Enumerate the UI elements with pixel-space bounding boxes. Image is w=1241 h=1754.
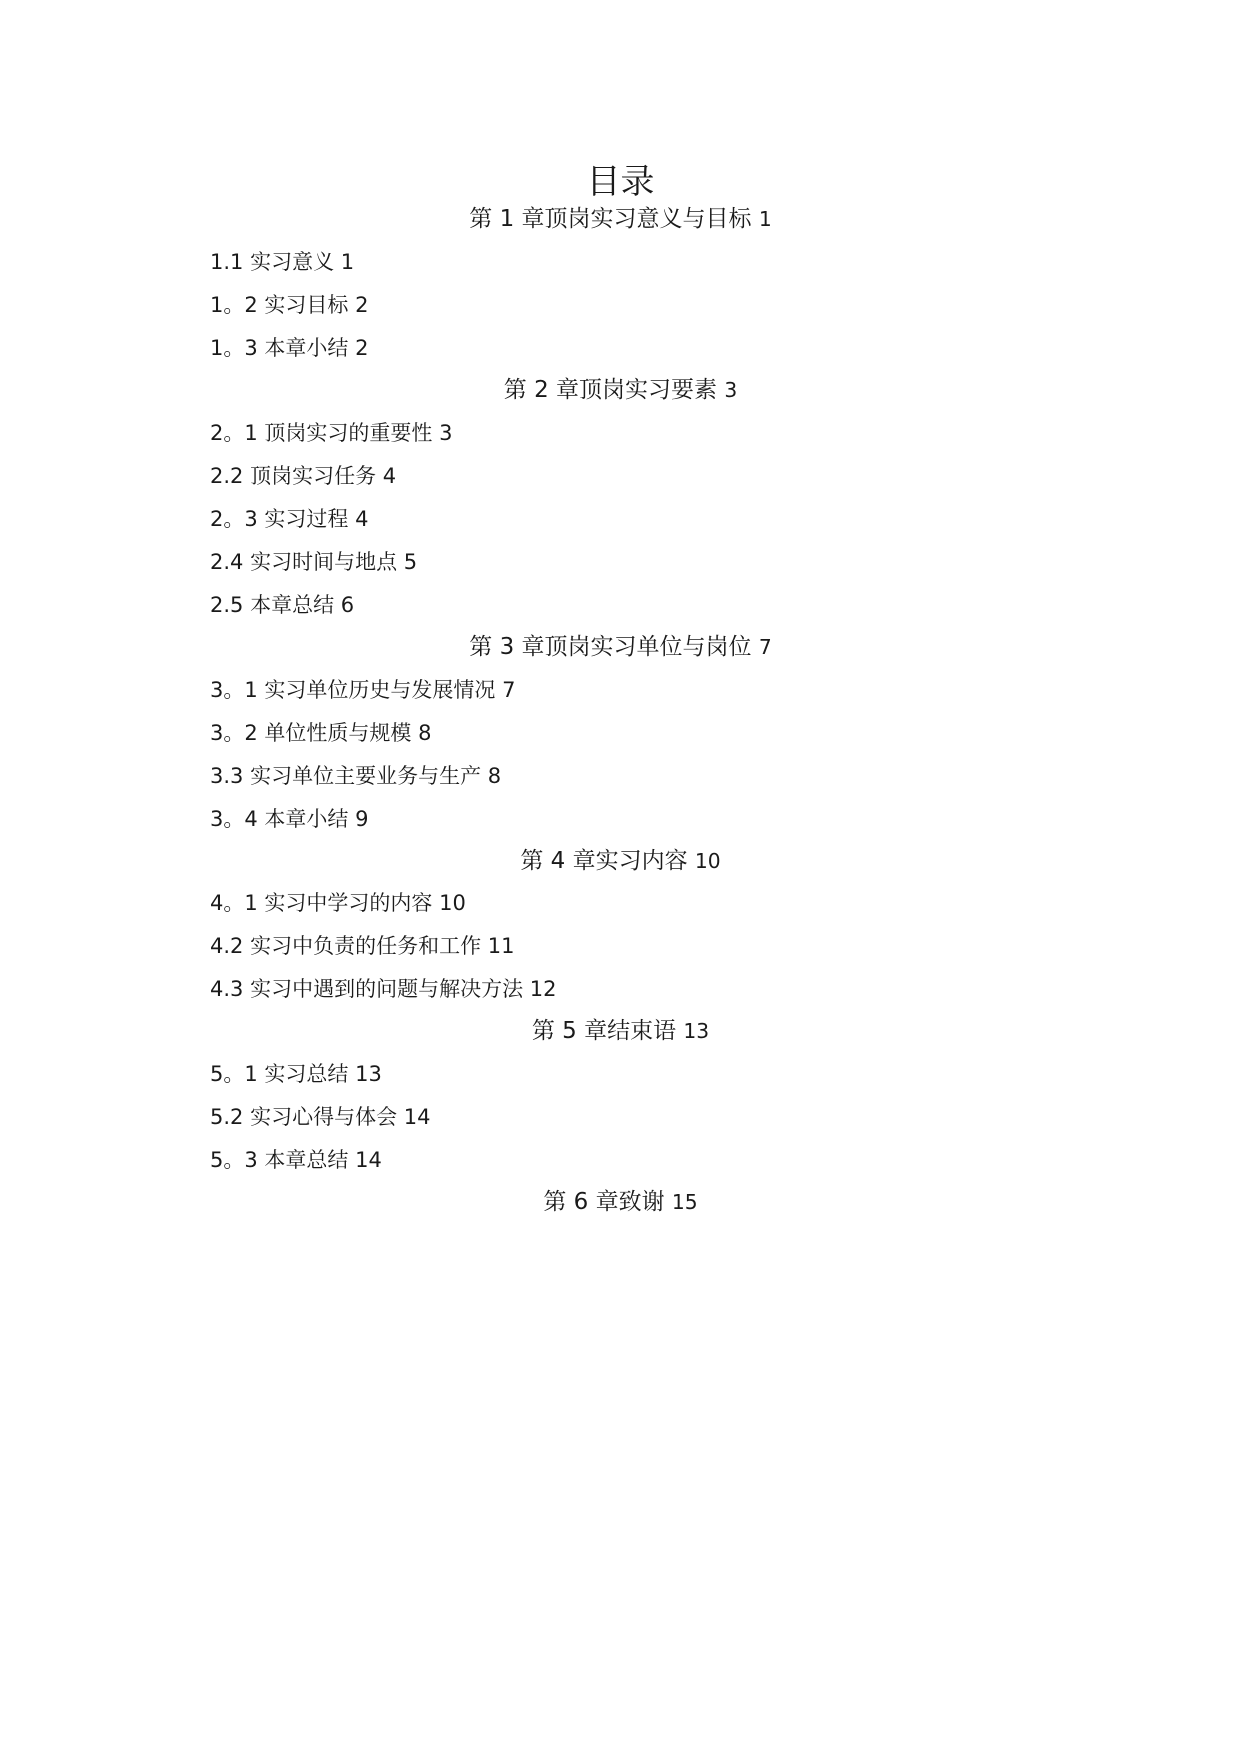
- toc-section-item[interactable]: [210, 974, 557, 1004]
- section-page-number: 10: [439, 891, 466, 915]
- toc-section-item[interactable]: [210, 547, 417, 577]
- section-label: 5。1 实习总结: [210, 1062, 349, 1086]
- section-label: 1。3 本章小结: [210, 336, 349, 360]
- section-label: 3.3 实习单位主要业务与生产: [210, 764, 482, 788]
- toc-section-item[interactable]: [210, 1145, 382, 1175]
- chapter-label: 第 1 章顶岗实习意义与目标: [469, 206, 752, 232]
- toc-section-item[interactable]: [210, 333, 368, 363]
- section-page-number: 8: [487, 764, 502, 788]
- section-page-number: 12: [529, 977, 557, 1001]
- section-label: 5.2 实习心得与体会: [210, 1105, 398, 1129]
- section-page-number: 6: [340, 593, 355, 617]
- section-label: 5。3 本章总结: [210, 1148, 349, 1172]
- section-label: 3。2 单位性质与规模: [210, 721, 412, 745]
- section-page-number: 1: [340, 250, 355, 274]
- section-label: 2.5 本章总结: [210, 593, 335, 617]
- section-label: 1。2 实习目标: [210, 293, 349, 317]
- section-label: 3。1 实习单位历史与发展情况: [210, 678, 496, 702]
- toc-chapter-heading[interactable]: [0, 1015, 1241, 1047]
- toc-chapter-heading[interactable]: [0, 845, 1241, 877]
- chapter-label: 第 5 章结束语: [531, 1018, 677, 1044]
- toc-section-item[interactable]: [210, 675, 515, 705]
- section-label: 4。1 实习中学习的内容: [210, 891, 433, 915]
- chapter-label: 第 6 章致谢: [543, 1189, 665, 1215]
- section-label: 2。3 实习过程: [210, 507, 349, 531]
- section-page-number: 9: [355, 807, 369, 831]
- toc-chapter-heading[interactable]: [0, 203, 1241, 235]
- section-page-number: 4: [355, 507, 369, 531]
- chapter-page-number: 13: [683, 1019, 710, 1043]
- chapter-page-number: 7: [758, 635, 772, 659]
- section-page-number: 2: [355, 293, 369, 317]
- toc-section-item[interactable]: [210, 290, 368, 320]
- section-page-number: 14: [403, 1105, 431, 1129]
- chapter-page-number: 10: [694, 849, 721, 873]
- toc-chapter-heading[interactable]: [0, 1186, 1241, 1218]
- toc-section-item[interactable]: [210, 761, 501, 791]
- toc-section-item[interactable]: [210, 888, 466, 918]
- toc-section-item[interactable]: [210, 804, 368, 834]
- chapter-page-number: 15: [671, 1190, 698, 1214]
- toc-section-item[interactable]: [210, 1102, 431, 1132]
- chapter-page-number: 3: [724, 378, 738, 402]
- toc-chapter-heading[interactable]: [0, 631, 1241, 663]
- chapter-label: 第 4 章实习内容: [520, 848, 688, 874]
- section-label: 2.2 顶岗实习任务: [210, 464, 377, 488]
- toc-section-item[interactable]: [210, 504, 368, 534]
- section-page-number: 2: [355, 336, 369, 360]
- chapter-label: 第 2 章顶岗实习要素: [503, 377, 718, 403]
- toc-section-item[interactable]: [210, 931, 515, 961]
- section-page-number: 14: [355, 1148, 382, 1172]
- section-page-number: 3: [439, 421, 453, 445]
- section-label: 3。4 本章小结: [210, 807, 349, 831]
- toc-title: 目录: [586, 162, 655, 202]
- toc-section-item[interactable]: [210, 461, 396, 491]
- section-page-number: 7: [502, 678, 516, 702]
- section-label: 2.4 实习时间与地点: [210, 550, 398, 574]
- toc-section-item[interactable]: [210, 718, 431, 748]
- section-page-number: 5: [403, 550, 418, 574]
- toc-section-item[interactable]: [210, 418, 452, 448]
- section-page-number: 4: [382, 464, 397, 488]
- toc-section-item[interactable]: [210, 247, 354, 277]
- chapter-page-number: 1: [758, 207, 772, 231]
- section-label: 2。1 顶岗实习的重要性: [210, 421, 433, 445]
- section-page-number: 13: [355, 1062, 382, 1086]
- chapter-label: 第 3 章顶岗实习单位与岗位: [469, 634, 752, 660]
- toc-section-item[interactable]: [210, 1059, 382, 1089]
- section-page-number: 11: [487, 934, 515, 958]
- section-label: 1.1 实习意义: [210, 250, 335, 274]
- section-page-number: 8: [418, 721, 432, 745]
- toc-section-item[interactable]: [210, 590, 354, 620]
- section-label: 4.2 实习中负责的任务和工作: [210, 934, 482, 958]
- section-label: 4.3 实习中遇到的问题与解决方法: [210, 977, 524, 1001]
- toc-chapter-heading[interactable]: [0, 374, 1241, 406]
